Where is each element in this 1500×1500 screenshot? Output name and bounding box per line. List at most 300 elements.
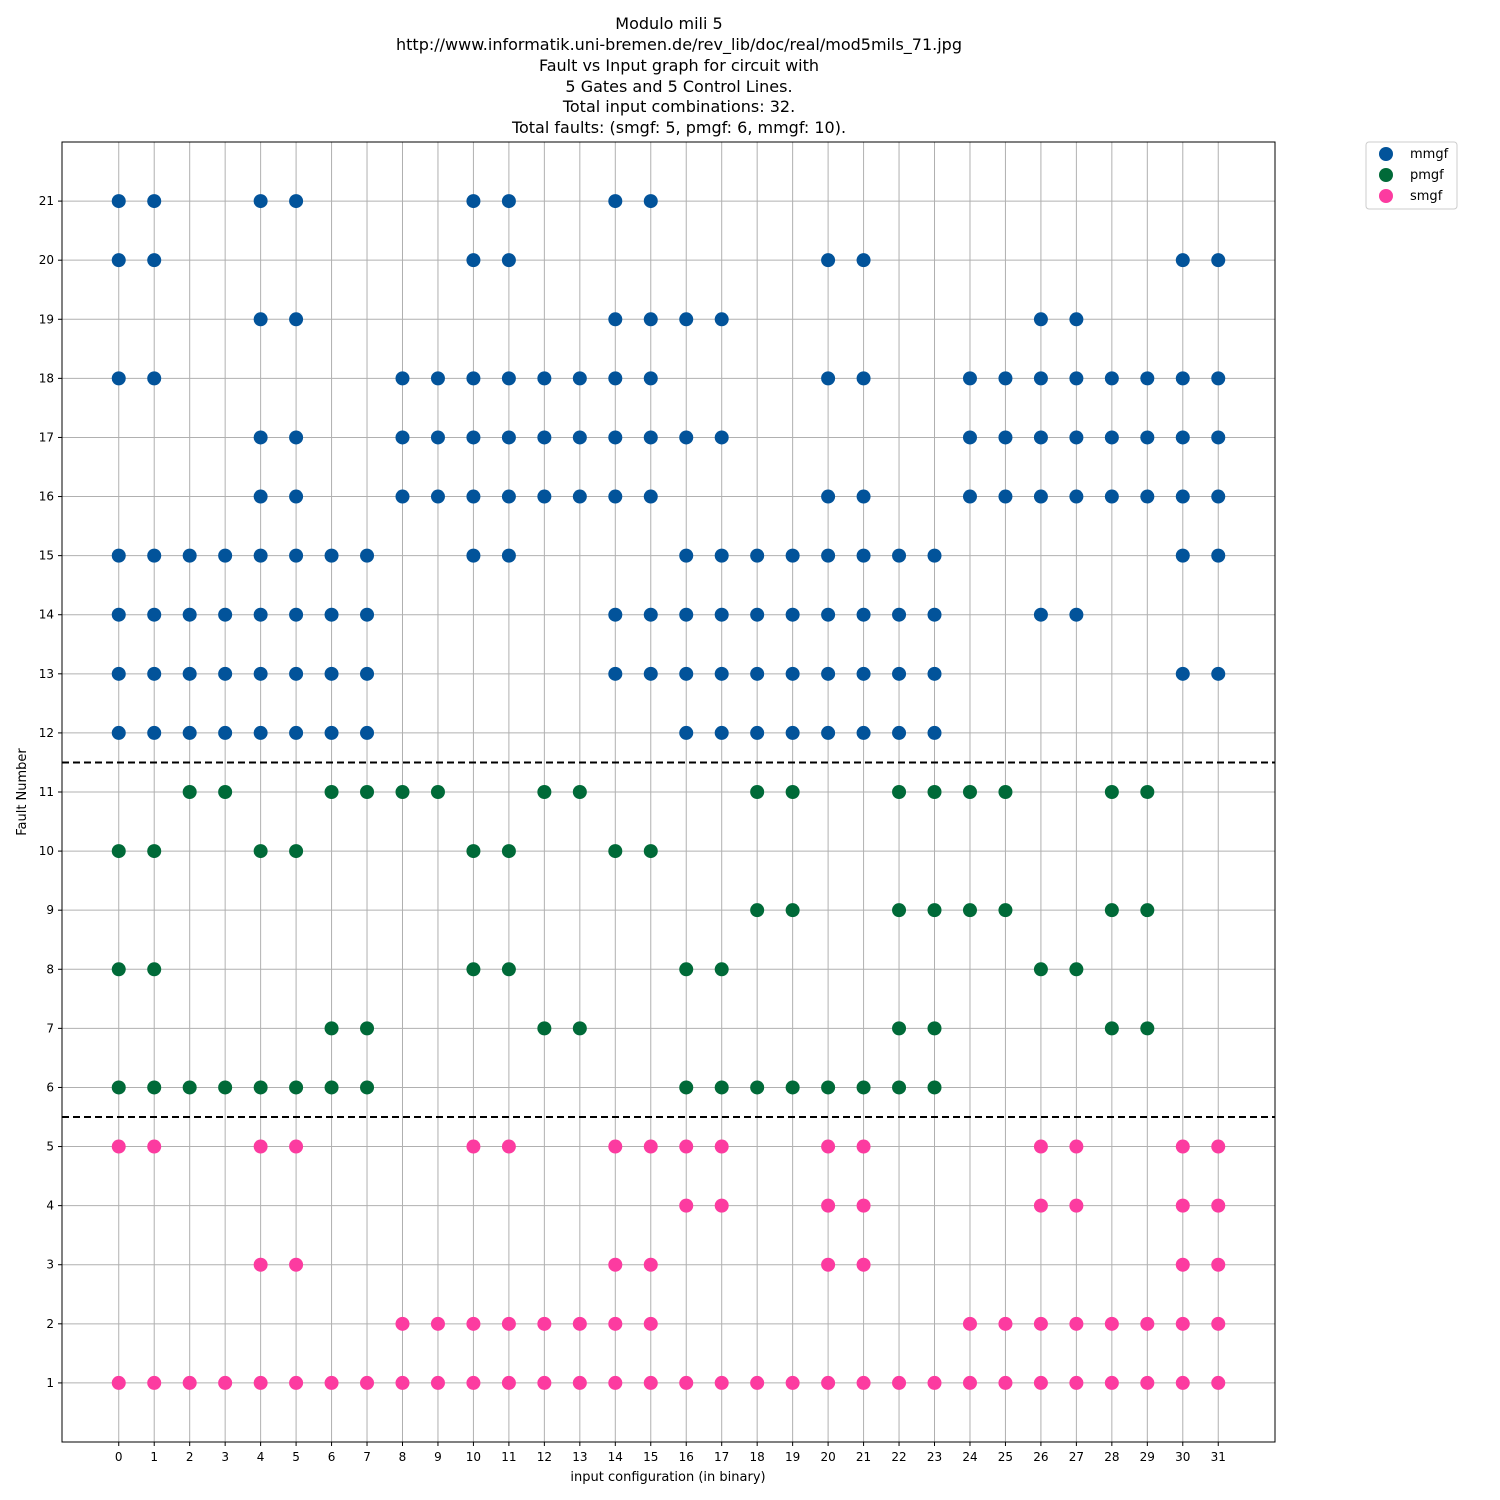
mmgf-point-x14-f14 (608, 608, 622, 622)
mmgf-point-x26-f17 (1034, 430, 1048, 444)
mmgf-point-x3-f14 (218, 608, 232, 622)
x-tick-label-12: 12 (536, 1450, 553, 1464)
mmgf-point-x3-f15 (218, 549, 232, 563)
pmgf-point-x13-f11 (573, 785, 587, 799)
mmgf-point-x30-f20 (1176, 253, 1190, 267)
mmgf-point-x13-f17 (573, 430, 587, 444)
pmgf-point-x2-f6 (183, 1080, 197, 1094)
smgf-point-x30-f4 (1176, 1199, 1190, 1213)
mmgf-point-x3-f12 (218, 726, 232, 740)
y-tick-label-1: 1 (46, 1375, 54, 1390)
pmgf-point-x9-f11 (431, 785, 445, 799)
mmgf-point-x26-f14 (1034, 608, 1048, 622)
mmgf-point-x15-f17 (644, 430, 658, 444)
smgf-point-x15-f3 (644, 1258, 658, 1272)
pmgf-point-x12-f7 (537, 1021, 551, 1035)
mmgf-point-x5-f19 (289, 312, 303, 326)
mmgf-point-x22-f15 (892, 549, 906, 563)
mmgf-point-x30-f18 (1176, 371, 1190, 385)
mmgf-point-x14-f18 (608, 371, 622, 385)
x-tick-label-3: 3 (221, 1450, 229, 1464)
mmgf-point-x2-f12 (183, 726, 197, 740)
mmgf-point-x0-f14 (112, 608, 126, 622)
smgf-point-x13-f1 (573, 1376, 587, 1390)
y-tick-label-3: 3 (46, 1257, 54, 1272)
pmgf-point-x25-f11 (998, 785, 1012, 799)
legend-label-pmgf: pmgf (1410, 168, 1444, 183)
smgf-point-x10-f5 (466, 1140, 480, 1154)
mmgf-point-x31-f16 (1211, 490, 1225, 504)
mmgf-point-x0-f18 (112, 371, 126, 385)
legend-label-smgf: smgf (1410, 189, 1443, 204)
mmgf-point-x30-f17 (1176, 430, 1190, 444)
smgf-point-x26-f1 (1034, 1376, 1048, 1390)
x-tick-label-17: 17 (714, 1450, 730, 1464)
mmgf-point-x26-f18 (1034, 371, 1048, 385)
pmgf-point-x28-f9 (1105, 903, 1119, 917)
y-tick-label-18: 18 (38, 371, 54, 386)
smgf-point-x15-f5 (644, 1140, 658, 1154)
smgf-point-x16-f5 (679, 1140, 693, 1154)
mmgf-point-x19-f15 (786, 549, 800, 563)
mmgf-point-x5-f14 (289, 608, 303, 622)
pmgf-point-x6-f7 (325, 1021, 339, 1035)
mmgf-point-x10-f17 (466, 430, 480, 444)
pmgf-point-x28-f11 (1105, 785, 1119, 799)
x-tick-label-23: 23 (926, 1450, 943, 1464)
mmgf-point-x0-f20 (112, 253, 126, 267)
mmgf-point-x4-f14 (254, 608, 268, 622)
mmgf-point-x9-f16 (431, 490, 445, 504)
smgf-point-x5-f5 (289, 1140, 303, 1154)
smgf-point-x11-f1 (502, 1376, 516, 1390)
mmgf-point-x19-f13 (786, 667, 800, 681)
mmgf-point-x27-f19 (1069, 312, 1083, 326)
y-tick-label-5: 5 (46, 1139, 54, 1154)
x-tick-label-14: 14 (607, 1450, 623, 1464)
y-tick-label-10: 10 (38, 844, 54, 859)
pmgf-point-x5-f6 (289, 1080, 303, 1094)
mmgf-point-x17-f12 (715, 726, 729, 740)
mmgf-point-x6-f15 (325, 549, 339, 563)
smgf-point-x21-f5 (857, 1140, 871, 1154)
mmgf-point-x30-f15 (1176, 549, 1190, 563)
y-tick-label-17: 17 (38, 430, 54, 445)
pmgf-point-x26-f8 (1034, 962, 1048, 976)
mmgf-point-x13-f18 (573, 371, 587, 385)
pmgf-point-x7-f6 (360, 1080, 374, 1094)
smgf-point-x29-f1 (1140, 1376, 1154, 1390)
mmgf-point-x31-f20 (1211, 253, 1225, 267)
x-tick-label-28: 28 (1104, 1450, 1120, 1464)
smgf-point-x20-f3 (821, 1258, 835, 1272)
pmgf-point-x29-f11 (1140, 785, 1154, 799)
mmgf-point-x2-f15 (183, 549, 197, 563)
smgf-point-x11-f2 (502, 1317, 516, 1331)
mmgf-point-x22-f14 (892, 608, 906, 622)
mmgf-point-x28-f16 (1105, 490, 1119, 504)
pmgf-point-x22-f9 (892, 903, 906, 917)
pmgf-point-x18-f6 (750, 1080, 764, 1094)
y-tick-label-12: 12 (38, 725, 54, 740)
mmgf-point-x4-f15 (254, 549, 268, 563)
mmgf-point-x21-f20 (857, 253, 871, 267)
mmgf-point-x27-f17 (1069, 430, 1083, 444)
mmgf-point-x20-f16 (821, 490, 835, 504)
mmgf-point-x18-f15 (750, 549, 764, 563)
smgf-point-x21-f4 (857, 1199, 871, 1213)
mmgf-point-x1-f14 (147, 608, 161, 622)
pmgf-point-x22-f6 (892, 1080, 906, 1094)
mmgf-point-x14-f17 (608, 430, 622, 444)
x-tick-label-19: 19 (784, 1450, 801, 1464)
legend-marker-pmgf (1379, 168, 1393, 182)
legend-label-mmgf: mmgf (1410, 147, 1449, 162)
y-tick-label-14: 14 (38, 607, 54, 622)
smgf-point-x8-f1 (395, 1376, 409, 1390)
smgf-point-x28-f2 (1105, 1317, 1119, 1331)
pmgf-point-x13-f7 (573, 1021, 587, 1035)
mmgf-point-x20-f14 (821, 608, 835, 622)
smgf-point-x27-f1 (1069, 1376, 1083, 1390)
smgf-point-x17-f1 (715, 1376, 729, 1390)
pmgf-point-x14-f10 (608, 844, 622, 858)
mmgf-point-x27-f14 (1069, 608, 1083, 622)
mmgf-point-x20-f18 (821, 371, 835, 385)
mmgf-point-x10-f21 (466, 194, 480, 208)
smgf-point-x31-f4 (1211, 1199, 1225, 1213)
mmgf-point-x14-f16 (608, 490, 622, 504)
pmgf-point-x1-f6 (147, 1080, 161, 1094)
mmgf-point-x16-f15 (679, 549, 693, 563)
mmgf-point-x7-f14 (360, 608, 374, 622)
smgf-point-x26-f5 (1034, 1140, 1048, 1154)
mmgf-point-x24-f18 (963, 371, 977, 385)
smgf-point-x27-f5 (1069, 1140, 1083, 1154)
smgf-point-x12-f1 (537, 1376, 551, 1390)
smgf-point-x30-f1 (1176, 1376, 1190, 1390)
mmgf-point-x11-f21 (502, 194, 516, 208)
x-tick-label-2: 2 (185, 1450, 194, 1464)
mmgf-point-x31-f13 (1211, 667, 1225, 681)
pmgf-point-x15-f10 (644, 844, 658, 858)
smgf-point-x3-f1 (218, 1376, 232, 1390)
mmgf-point-x11-f16 (502, 490, 516, 504)
mmgf-point-x12-f17 (537, 430, 551, 444)
pmgf-point-x0-f8 (112, 962, 126, 976)
pmgf-point-x20-f6 (821, 1080, 835, 1094)
smgf-point-x7-f1 (360, 1376, 374, 1390)
smgf-point-x0-f5 (112, 1140, 126, 1154)
pmgf-point-x10-f10 (466, 844, 480, 858)
pmgf-point-x4-f10 (254, 844, 268, 858)
mmgf-point-x23-f12 (928, 726, 942, 740)
pmgf-point-x1-f8 (147, 962, 161, 976)
pmgf-point-x27-f8 (1069, 962, 1083, 976)
pmgf-point-x21-f6 (857, 1080, 871, 1094)
smgf-point-x11-f5 (502, 1140, 516, 1154)
mmgf-point-x29-f16 (1140, 490, 1154, 504)
mmgf-point-x2-f14 (183, 608, 197, 622)
mmgf-point-x11-f18 (502, 371, 516, 385)
smgf-point-x27-f2 (1069, 1317, 1083, 1331)
mmgf-point-x27-f16 (1069, 490, 1083, 504)
mmgf-point-x21-f13 (857, 667, 871, 681)
pmgf-point-x24-f11 (963, 785, 977, 799)
mmgf-point-x11-f15 (502, 549, 516, 563)
smgf-point-x5-f3 (289, 1258, 303, 1272)
mmgf-point-x7-f12 (360, 726, 374, 740)
smgf-point-x14-f5 (608, 1140, 622, 1154)
mmgf-point-x16-f19 (679, 312, 693, 326)
x-tick-label-21: 21 (855, 1450, 872, 1464)
smgf-point-x15-f1 (644, 1376, 658, 1390)
pmgf-point-x25-f9 (998, 903, 1012, 917)
mmgf-point-x15-f13 (644, 667, 658, 681)
mmgf-point-x6-f12 (325, 726, 339, 740)
mmgf-point-x1-f13 (147, 667, 161, 681)
smgf-point-x10-f2 (466, 1317, 480, 1331)
pmgf-point-x6-f11 (325, 785, 339, 799)
mmgf-point-x17-f15 (715, 549, 729, 563)
pmgf-point-x0-f10 (112, 844, 126, 858)
mmgf-point-x4-f19 (254, 312, 268, 326)
title-line-1: Modulo mili 5 (615, 14, 723, 33)
mmgf-point-x21-f12 (857, 726, 871, 740)
mmgf-point-x10-f18 (466, 371, 480, 385)
smgf-point-x4-f3 (254, 1258, 268, 1272)
smgf-point-x9-f1 (431, 1376, 445, 1390)
mmgf-point-x1-f20 (147, 253, 161, 267)
mmgf-point-x15-f16 (644, 490, 658, 504)
pmgf-point-x17-f6 (715, 1080, 729, 1094)
title-line-3: Fault vs Input graph for circuit with (538, 56, 820, 75)
mmgf-point-x3-f13 (218, 667, 232, 681)
mmgf-point-x12-f18 (537, 371, 551, 385)
smgf-point-x24-f1 (963, 1376, 977, 1390)
smgf-point-x14-f1 (608, 1376, 622, 1390)
x-tick-label-31: 31 (1210, 1450, 1226, 1464)
pmgf-point-x16-f6 (679, 1080, 693, 1094)
smgf-point-x4-f1 (254, 1376, 268, 1390)
smgf-point-x4-f5 (254, 1140, 268, 1154)
y-axis-label: Fault Number (15, 748, 30, 836)
mmgf-point-x4-f16 (254, 490, 268, 504)
pmgf-point-x22-f7 (892, 1021, 906, 1035)
mmgf-point-x21-f14 (857, 608, 871, 622)
title-line-2: http://www.informatik.uni-bremen.de/rev_lib/doc/real/mod5mils_71.jpg (396, 35, 962, 54)
mmgf-point-x10-f15 (466, 549, 480, 563)
mmgf-point-x5-f21 (289, 194, 303, 208)
mmgf-point-x0-f12 (112, 726, 126, 740)
mmgf-point-x29-f17 (1140, 430, 1154, 444)
x-tick-label-29: 29 (1139, 1450, 1155, 1464)
smgf-point-x8-f2 (395, 1317, 409, 1331)
mmgf-point-x7-f15 (360, 549, 374, 563)
mmgf-point-x1-f12 (147, 726, 161, 740)
smgf-point-x20-f5 (821, 1140, 835, 1154)
smgf-point-x27-f4 (1069, 1199, 1083, 1213)
mmgf-point-x20-f20 (821, 253, 835, 267)
mmgf-point-x15-f19 (644, 312, 658, 326)
mmgf-point-x17-f17 (715, 430, 729, 444)
y-tick-label-4: 4 (46, 1198, 54, 1213)
mmgf-point-x15-f18 (644, 371, 658, 385)
y-tick-label-20: 20 (38, 253, 54, 268)
x-tick-label-20: 20 (820, 1450, 836, 1464)
pmgf-point-x24-f9 (963, 903, 977, 917)
pmgf-point-x29-f7 (1140, 1021, 1154, 1035)
x-tick-label-1: 1 (150, 1450, 159, 1464)
mmgf-point-x15-f14 (644, 608, 658, 622)
mmgf-point-x0-f21 (112, 194, 126, 208)
smgf-point-x24-f2 (963, 1317, 977, 1331)
mmgf-point-x17-f13 (715, 667, 729, 681)
mmgf-point-x16-f13 (679, 667, 693, 681)
smgf-point-x1-f5 (147, 1140, 161, 1154)
mmgf-point-x29-f18 (1140, 371, 1154, 385)
smgf-point-x5-f1 (289, 1376, 303, 1390)
smgf-point-x25-f2 (998, 1317, 1012, 1331)
pmgf-point-x7-f7 (360, 1021, 374, 1035)
pmgf-point-x1-f10 (147, 844, 161, 858)
pmgf-point-x7-f11 (360, 785, 374, 799)
pmgf-point-x6-f6 (325, 1080, 339, 1094)
smgf-point-x21-f1 (857, 1376, 871, 1390)
mmgf-point-x8-f16 (395, 490, 409, 504)
mmgf-point-x2-f13 (183, 667, 197, 681)
mmgf-point-x6-f13 (325, 667, 339, 681)
mmgf-point-x22-f13 (892, 667, 906, 681)
mmgf-point-x13-f16 (573, 490, 587, 504)
mmgf-point-x11-f17 (502, 430, 516, 444)
mmgf-point-x1-f15 (147, 549, 161, 563)
y-tick-label-9: 9 (46, 903, 54, 918)
pmgf-point-x19-f6 (786, 1080, 800, 1094)
mmgf-point-x1-f21 (147, 194, 161, 208)
mmgf-point-x7-f13 (360, 667, 374, 681)
mmgf-point-x18-f13 (750, 667, 764, 681)
y-tick-label-8: 8 (46, 962, 54, 977)
mmgf-point-x25-f18 (998, 371, 1012, 385)
smgf-point-x29-f2 (1140, 1317, 1154, 1331)
y-tick-label-19: 19 (38, 312, 54, 327)
mmgf-point-x23-f15 (928, 549, 942, 563)
pmgf-point-x0-f6 (112, 1080, 126, 1094)
mmgf-point-x31-f17 (1211, 430, 1225, 444)
title-line-4: 5 Gates and 5 Control Lines. (565, 77, 793, 96)
mmgf-point-x6-f14 (325, 608, 339, 622)
mmgf-point-x0-f13 (112, 667, 126, 681)
y-tick-label-15: 15 (38, 548, 54, 563)
title-line-6: Total faults: (smgf: 5, pmgf: 6, mmgf: 10). (511, 118, 847, 137)
mmgf-point-x1-f18 (147, 371, 161, 385)
pmgf-point-x17-f8 (715, 962, 729, 976)
smgf-point-x6-f1 (325, 1376, 339, 1390)
x-tick-label-4: 4 (256, 1450, 265, 1464)
pmgf-point-x29-f9 (1140, 903, 1154, 917)
mmgf-point-x9-f17 (431, 430, 445, 444)
mmgf-point-x19-f12 (786, 726, 800, 740)
x-tick-label-9: 9 (434, 1450, 442, 1464)
mmgf-point-x28-f18 (1105, 371, 1119, 385)
pmgf-point-x23-f7 (928, 1021, 942, 1035)
x-tick-label-6: 6 (327, 1450, 336, 1464)
smgf-point-x22-f1 (892, 1376, 906, 1390)
mmgf-point-x16-f12 (679, 726, 693, 740)
pmgf-point-x18-f11 (750, 785, 764, 799)
smgf-point-x21-f3 (857, 1258, 871, 1272)
x-tick-label-22: 22 (891, 1450, 907, 1464)
mmgf-point-x20-f13 (821, 667, 835, 681)
smgf-point-x10-f1 (466, 1376, 480, 1390)
pmgf-point-x3-f11 (218, 785, 232, 799)
mmgf-point-x25-f17 (998, 430, 1012, 444)
mmgf-point-x20-f15 (821, 549, 835, 563)
smgf-point-x31-f5 (1211, 1140, 1225, 1154)
x-tick-label-5: 5 (292, 1450, 300, 1464)
mmgf-point-x16-f17 (679, 430, 693, 444)
mmgf-point-x5-f15 (289, 549, 303, 563)
x-tick-label-13: 13 (572, 1450, 588, 1464)
mmgf-point-x31-f18 (1211, 371, 1225, 385)
smgf-point-x14-f2 (608, 1317, 622, 1331)
y-tick-label-7: 7 (46, 1021, 54, 1036)
smgf-point-x28-f1 (1105, 1376, 1119, 1390)
pmgf-point-x12-f11 (537, 785, 551, 799)
x-tick-label-11: 11 (501, 1450, 517, 1464)
mmgf-point-x22-f12 (892, 726, 906, 740)
pmgf-point-x23-f11 (928, 785, 942, 799)
mmgf-point-x24-f16 (963, 490, 977, 504)
smgf-point-x16-f4 (679, 1199, 693, 1213)
y-tick-label-2: 2 (46, 1316, 54, 1331)
smgf-point-x18-f1 (750, 1376, 764, 1390)
smgf-point-x31-f2 (1211, 1317, 1225, 1331)
x-axis-label: input configuration (in binary) (570, 1470, 766, 1485)
mmgf-point-x10-f16 (466, 490, 480, 504)
mmgf-point-x21-f16 (857, 490, 871, 504)
y-tick-label-16: 16 (38, 489, 54, 504)
smgf-point-x31-f1 (1211, 1376, 1225, 1390)
mmgf-point-x30-f13 (1176, 667, 1190, 681)
mmgf-point-x18-f12 (750, 726, 764, 740)
mmgf-point-x4-f21 (254, 194, 268, 208)
pmgf-point-x2-f11 (183, 785, 197, 799)
pmgf-point-x22-f11 (892, 785, 906, 799)
mmgf-point-x5-f17 (289, 430, 303, 444)
smgf-point-x14-f3 (608, 1258, 622, 1272)
mmgf-point-x17-f14 (715, 608, 729, 622)
legend-marker-mmgf (1379, 147, 1393, 161)
smgf-point-x20-f4 (821, 1199, 835, 1213)
pmgf-point-x28-f7 (1105, 1021, 1119, 1035)
pmgf-point-x16-f8 (679, 962, 693, 976)
mmgf-point-x15-f21 (644, 194, 658, 208)
mmgf-point-x8-f18 (395, 371, 409, 385)
mmgf-point-x26-f19 (1034, 312, 1048, 326)
pmgf-point-x4-f6 (254, 1080, 268, 1094)
x-tick-label-25: 25 (997, 1450, 1014, 1464)
smgf-point-x25-f1 (998, 1376, 1012, 1390)
mmgf-point-x12-f16 (537, 490, 551, 504)
mmgf-point-x18-f14 (750, 608, 764, 622)
y-tick-label-11: 11 (38, 785, 54, 799)
x-tick-label-18: 18 (749, 1450, 765, 1464)
pmgf-point-x5-f10 (289, 844, 303, 858)
mmgf-point-x10-f20 (466, 253, 480, 267)
smgf-point-x0-f1 (112, 1376, 126, 1390)
